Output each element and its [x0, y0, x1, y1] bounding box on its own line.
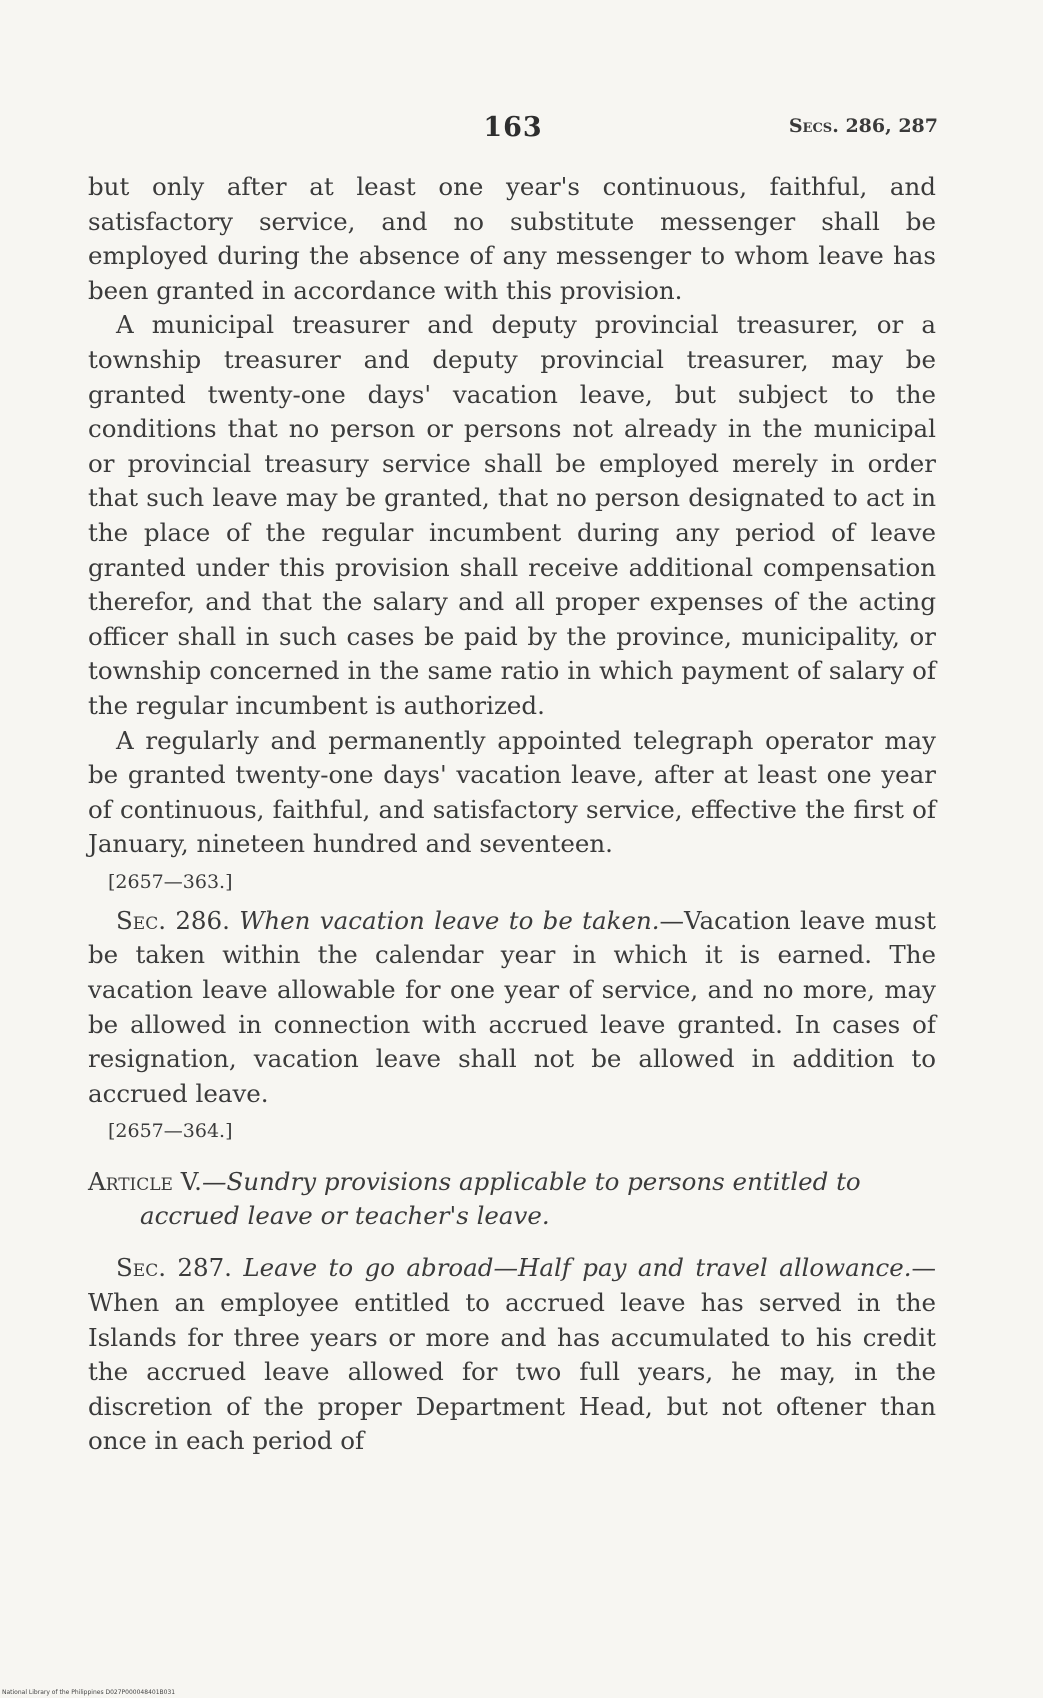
- section-286: [88, 904, 936, 1112]
- section-287-text: —When an employee entitled to accrued leave has served in the Islands for three years or more and has accumulated to his credit the accrued leave allowed for two full years, he may, in the discretion of the proper Department Head, but not oftener than once in each period of: [88, 1253, 936, 1456]
- article-heading: [88, 1165, 936, 1233]
- running-head-sections: 286, 287: [845, 115, 938, 137]
- paragraph-telegraph-operator: A regularly and permanently appointed telegraph operator may be granted twenty-one days' vacation leave, after at least one year of continuous, faithful, and satisfactory service, effective the first of January, nineteen hundred and seventeen.: [88, 725, 936, 859]
- article-title: —Sundry provisions applicable to persons entitled to accrued leave or teacher's leave.: [140, 1167, 861, 1231]
- scan-credit: National Library of the Philippines D027P000048401B031: [2, 1689, 176, 1696]
- page-number: 163: [483, 112, 543, 143]
- body-text: [88, 170, 936, 1459]
- section-286-label: Sec. 286.: [116, 905, 230, 935]
- section-286-catchline: When vacation leave to be taken.: [239, 905, 660, 935]
- section-287: [88, 1251, 936, 1459]
- paragraph-continuation: but only after at least one year's continuous, faithful, and satisfactory service, and no substitute messenger shall be employed during the absence of any messenger to whom leave has been granted in accordance with this provision.: [88, 172, 936, 305]
- section-287-catchline: Leave to go abroad—Half pay and travel allowance.: [243, 1253, 912, 1283]
- page-header: [88, 112, 938, 152]
- section-287-label: Sec. 287.: [116, 1253, 232, 1283]
- citation-364: [2657—364.]: [108, 1120, 233, 1143]
- article-label: Article V.: [88, 1167, 202, 1197]
- section-286-text: —Vacation leave must be taken within the calendar year in which it is earned. The vacation leave allowable for one year of service, and no more, may be allowed in connection with accrued leave granted. In cases of resignation, vacation leave shall not be allowed in addition to accrued leave.: [88, 905, 936, 1108]
- paragraph-municipal-treasurer: A municipal treasurer and deputy provincial treasurer, or a township treasurer and deputy provincial treasurer, may be granted twenty-one days' vacation leave, but subject to the conditions that no person or persons not already in the municipal or provincial treasury service shall be employed merely in order that such leave may be granted, that no person designated to act in the place of the regular incumbent during any period of leave granted under this provision shall receive additional compensation therefor, and that the salary and all proper expenses of the acting officer shall in such cases be paid by the province, municipality, or township concerned in the same ratio in which payment of salary of the regular incumbent is authorized.: [88, 310, 936, 720]
- running-head-label: Secs.: [788, 115, 839, 137]
- running-head: [789, 115, 938, 137]
- citation-363: [2657—363.]: [108, 870, 233, 893]
